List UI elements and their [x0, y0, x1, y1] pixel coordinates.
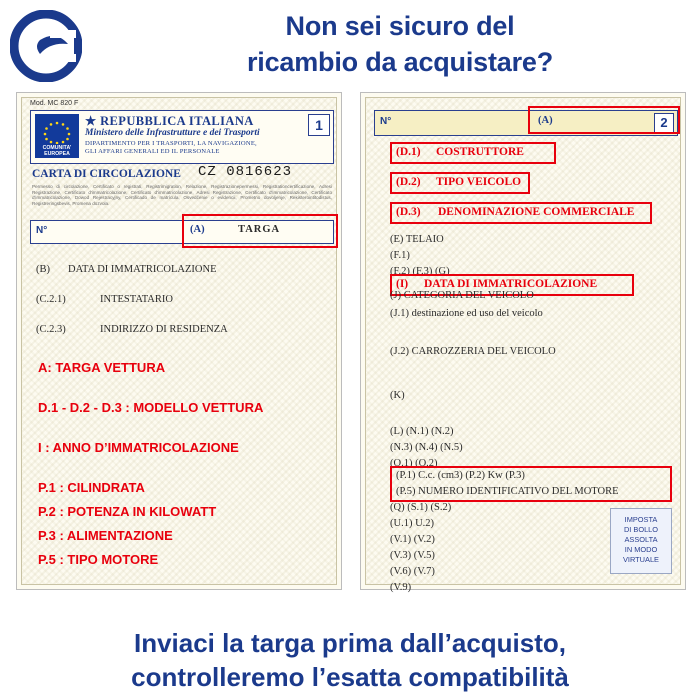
stamp-duty-box [610, 508, 672, 574]
ministry-subtitle [85, 140, 301, 156]
field-code-d2: (D.2) [396, 176, 421, 188]
field-line-j: (J) CATEGORIA DEL VEICOLO [390, 290, 534, 301]
document-type-title: CARTA DI CIRCOLAZIONE [32, 168, 181, 180]
page-title [110, 8, 690, 80]
field-line-l: (L) (N.1) (N.2) [390, 426, 454, 437]
vehicle-registration-page-2 [360, 92, 686, 593]
eu-label: COMUNITA’ EUROPEA [42, 145, 72, 157]
field-label-c23: INDIRIZZO DI RESIDENZA [100, 324, 228, 335]
stamp-line-2: DI BOLLO [623, 525, 659, 534]
field-value-a: TARGA [238, 224, 281, 235]
document-number: CZ 0816623 [198, 164, 293, 180]
field-line-v9: (V.9) [390, 582, 412, 593]
document-paper-right [365, 97, 681, 593]
field-line-v1: (V.1) (V.2) [390, 534, 435, 545]
republic-title: ★ REPUBBLICA ITALIANA [85, 114, 254, 128]
page-number-badge-right: 2 [654, 113, 674, 133]
field-label-d1: COSTRUTTORE [436, 146, 524, 158]
legend-item-modello: D.1 - D.2 - D.3 : MODELLO VETTURA [38, 400, 264, 415]
document-paper-left [21, 97, 337, 585]
field-line-q: (Q) (S.1) (S.2) [390, 502, 452, 513]
vehicle-registration-page-1 [16, 92, 342, 590]
page-footer [0, 626, 700, 694]
ministry-subtitle-line2: GLI AFFARI GENERALI ED IL PERSONALE [85, 148, 220, 155]
field-line-f2: (F.2) (F.3) (G) [390, 266, 450, 277]
field-label-b: DATA DI IMMATRICOLAZIONE [68, 264, 217, 275]
field-line-u1: (U.1) U.2) [390, 518, 435, 529]
field-code-c23: (C.2.3) [36, 324, 66, 335]
field-code-d1: (D.1) [396, 146, 421, 158]
field-label-i: DATA DI IMMATRICOLAZIONE [424, 278, 598, 290]
field-code-i: (I) [396, 278, 409, 290]
stamp-line-5: VIRTUALE [622, 555, 659, 564]
field-label-d3: DENOMINAZIONE COMMERCIALE [438, 206, 635, 218]
field-line-j2: (J.2) CARROZZERIA DEL VEICOLO [390, 346, 556, 357]
page-number-badge-left: 1 [308, 114, 330, 136]
field-line-e: (E) TELAIO [390, 234, 444, 245]
field-code-c21: (C.2.1) [36, 294, 66, 305]
legend-item-potenza: P.2 : POTENZA IN KILOWATT [38, 504, 217, 519]
field-line-n3: (N.3) (N.4) (N.5) [390, 442, 463, 453]
documents-area [8, 92, 692, 592]
footer-line2: controlleremo l’esatta compatibilità [131, 662, 569, 692]
field-line-p1: (P.1) C.c. (cm3) (P.2) Kw (P.3) [396, 470, 525, 481]
field-code-a: (A) [190, 224, 205, 235]
field-line-o1: (O.1) (O.2) [390, 458, 438, 469]
legend-item-targa: A: TARGA VETTURA [38, 360, 166, 375]
field-line-j1: (J.1) destinazione ed uso del veicolo [390, 308, 543, 319]
field-line-k: (K) [390, 390, 405, 401]
field-line-f1: (F.1) [390, 250, 410, 261]
field-code-b: (B) [36, 264, 50, 275]
field-line-v6: (V.6) (V.7) [390, 566, 435, 577]
stamp-line-3: ASSOLTA [624, 535, 658, 544]
field-code-a-right: (A) [538, 115, 553, 126]
field-label-c21: INTESTATARIO [100, 294, 173, 305]
page-title-line2: ricambio da acquistare? [246, 47, 553, 77]
document-header-left [30, 110, 334, 164]
microprint-text: Permesso di circolazione, Certificato o registrati, Registrimigration, Relazione, Registrazionepermessi, Registrationcertificazione, Adresi Registrazione, Certificato d'immatricolazione, Certificato d'immatricolazione, Adresi Registrazione, Certificato d'immatricolazione, Certificato d'immatricolazione, Dowod Rejestracyjny, Certificado de matrícula, Osvedčenie o evidencii, Prometno dovoljenje, Rekisterointitodistus, Registreringsbevis, Promena dozvola. [32, 184, 332, 206]
field-line-v3: (V.3) (V.5) [390, 550, 435, 561]
stamp-line-4: IN MODO [624, 545, 658, 554]
mod-label: Mod. MC 820 F [30, 100, 79, 107]
company-logo [10, 10, 82, 82]
legend-item-alimentazione: P.3 : ALIMENTAZIONE [38, 528, 173, 543]
ministry-subtitle-line1: DIPARTIMENTO PER I TRASPORTI, LA NAVIGAZIONE, [85, 140, 257, 147]
field-line-p5: (P.5) NUMERO IDENTIFICATIVO DEL MOTORE [396, 486, 619, 497]
field-code-d3: (D.3) [396, 206, 421, 218]
n-label-left: N° [36, 225, 48, 236]
page-title-line1: Non sei sicuro del [285, 11, 515, 41]
legend-item-cilindrata: P.1 : CILINDRATA [38, 480, 145, 495]
field-label-d2: TIPO VEICOLO [436, 176, 522, 188]
eu-emblem-icon [35, 114, 79, 158]
footer-line1: Inviaci la targa prima dall’acquisto, [133, 628, 567, 658]
n-label-right: N° [380, 116, 392, 127]
ministry-title: Ministero delle Infrastrutture e dei Trasporti [85, 128, 260, 138]
page-header [0, 0, 700, 96]
stamp-line-1: IMPOSTA [624, 515, 658, 524]
legend-item-tipo-motore: P.5 : TIPO MOTORE [38, 552, 159, 567]
legend-item-anno: I : ANNO D’IMMATRICOLAZIONE [38, 440, 239, 455]
